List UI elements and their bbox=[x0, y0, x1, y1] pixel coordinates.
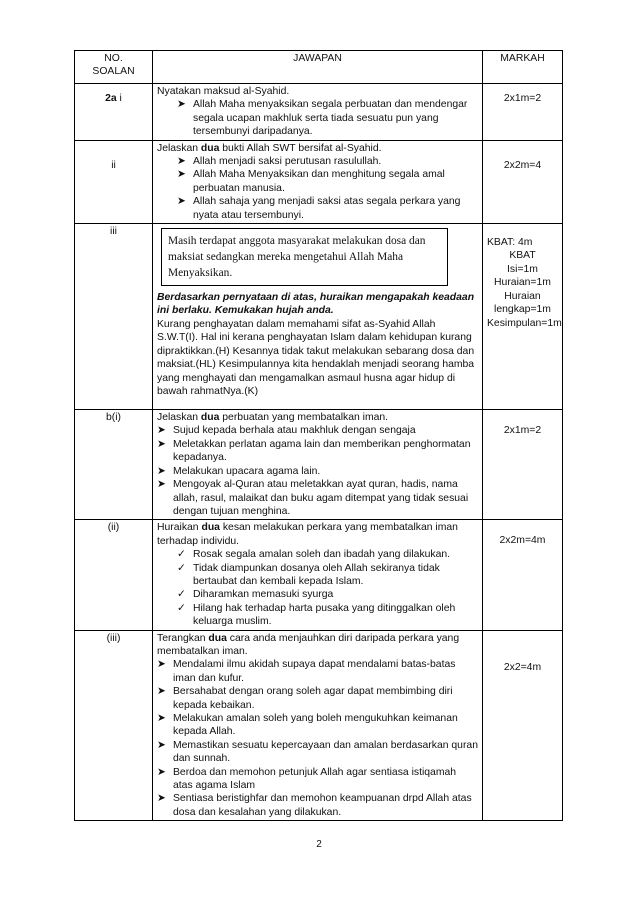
list-item bbox=[177, 98, 478, 138]
question-lead bbox=[157, 521, 478, 548]
checkmark-icon: ✓ bbox=[177, 562, 186, 574]
bullet-list bbox=[157, 98, 478, 138]
header-marks: MARKAH bbox=[483, 51, 563, 84]
question-lead bbox=[157, 632, 478, 659]
marks-cell: 2x1m=2 bbox=[483, 410, 563, 520]
list-item bbox=[177, 562, 478, 589]
list-item-text: Allah menjadi saksi perutusan rasulullah. bbox=[193, 156, 382, 168]
answer-cell bbox=[153, 224, 483, 410]
table-row bbox=[75, 630, 563, 821]
arrow-bullet-icon: ➤ bbox=[157, 438, 166, 450]
list-item-text: Allah sahaja yang menjadi saksi atas segala perkara yang nyata atau tersembunyi. bbox=[193, 196, 461, 221]
marks-line: lengkap=1m bbox=[494, 304, 551, 316]
list-item-text: Diharamkan memasuki syurga bbox=[193, 589, 334, 601]
list-item bbox=[157, 424, 478, 437]
bullet-list bbox=[157, 548, 478, 628]
bullet-list bbox=[157, 424, 478, 518]
list-item-text: Melakukan amalan soleh yang boleh mengukuhkan keimanan kepada Allah. bbox=[173, 713, 458, 738]
list-item-text: Tidak diampunkan dosanya oleh Allah sekiranya tidak bertaubat dan kembali kepada Islam. bbox=[193, 562, 440, 587]
list-item bbox=[157, 792, 478, 819]
table-row bbox=[75, 410, 563, 520]
marks-line: Huraian bbox=[504, 290, 541, 302]
marks-cell: 2x2m=4 bbox=[483, 140, 563, 223]
list-item-text: Sentiasa beristighfar dan memohon keampuanan drpd Allah atas dosa dan kesalahan yang dilakukan. bbox=[173, 793, 472, 818]
header-question-no bbox=[75, 51, 153, 84]
marks-cell: 2x2m=4m bbox=[483, 520, 563, 630]
question-number: b(i) bbox=[75, 410, 153, 520]
question-number: (iii) bbox=[75, 630, 153, 821]
stimulus-box: Masih terdapat anggota masyarakat melakukan dosa dan maksiat sedangkan mereka mengetahui Allah Maha Menyaksikan. bbox=[161, 228, 448, 286]
arrow-bullet-icon: ➤ bbox=[177, 196, 186, 208]
answer-cell bbox=[153, 140, 483, 223]
marks-line: KBAT bbox=[509, 250, 536, 262]
marks-line: KBAT: 4m bbox=[487, 237, 533, 249]
list-item-text: Berdoa dan memohon petunjuk Allah agar sentiasa istiqamah atas agama Islam bbox=[173, 766, 457, 792]
header-no-l2: SOALAN bbox=[92, 66, 135, 78]
question-prompt: Berdasarkan pernyataan di atas, huraikan mengapakah keadaan ini berlaku. Kemukakan hujah anda. bbox=[157, 292, 475, 317]
marks-cell: 2x1m=2 bbox=[483, 84, 563, 141]
header-no-l1: NO. bbox=[104, 53, 123, 64]
marks-line: Huraian=1m bbox=[494, 277, 551, 289]
question-lead bbox=[157, 142, 478, 155]
list-item bbox=[177, 168, 478, 195]
list-item bbox=[157, 685, 478, 712]
arrow-bullet-icon: ➤ bbox=[177, 156, 186, 168]
lead-text: perbuatan yang membatalkan iman. bbox=[219, 412, 389, 424]
lead-text: Jelaskan bbox=[157, 412, 201, 424]
question-number-suffix: i bbox=[116, 93, 122, 104]
page-number: 2 bbox=[316, 839, 322, 850]
checkmark-icon: ✓ bbox=[177, 549, 186, 561]
list-item bbox=[157, 478, 478, 518]
list-item bbox=[157, 766, 478, 793]
table-row bbox=[75, 140, 563, 223]
lead-text: bukti Allah SWT bersifat al-Syahid. bbox=[219, 142, 382, 154]
arrow-bullet-icon: ➤ bbox=[157, 479, 166, 491]
arrow-bullet-icon: ➤ bbox=[157, 766, 166, 778]
arrow-bullet-icon: ➤ bbox=[177, 169, 186, 181]
model-answer: Kurang penghayatan dalam memahami sifat as-Syahid Allah S.W.T(I). Hal ini kerana penghayatan Islam dalam kehidupan kurang dipraktikkan.(H) Kesannya tidak takut melakukan sebarang dosa dan maksiat.(HL) Kesimpulannya kita hendaklah menjadi seorang hamba yang menghayati dan mengamalkan asmaul husna agar hidup di bawah rahmatNya.(K) bbox=[157, 318, 475, 397]
answer-cell bbox=[153, 410, 483, 520]
arrow-bullet-icon: ➤ bbox=[157, 739, 166, 751]
list-item bbox=[157, 658, 478, 685]
list-item bbox=[157, 712, 478, 739]
lead-bold: dua bbox=[201, 522, 220, 534]
list-item-text: Sujud kepada berhala atau makhluk dengan sengaja bbox=[173, 425, 416, 437]
list-item-text: Memastikan sesuatu kepercayaan dan amalan berdasarkan quran dan sunnah. bbox=[173, 739, 478, 765]
answer-cell bbox=[153, 630, 483, 821]
bullet-list bbox=[157, 155, 478, 222]
list-item bbox=[177, 195, 478, 222]
list-item bbox=[177, 155, 478, 168]
list-item bbox=[177, 602, 478, 629]
answer-scheme-table bbox=[74, 50, 563, 821]
table-row bbox=[75, 224, 563, 410]
checkmark-icon: ✓ bbox=[177, 589, 186, 601]
arrow-bullet-icon: ➤ bbox=[177, 99, 186, 111]
arrow-bullet-icon: ➤ bbox=[157, 659, 166, 671]
arrow-bullet-icon: ➤ bbox=[157, 793, 166, 805]
list-item bbox=[157, 739, 478, 766]
list-item-text: Bersahabat dengan orang soleh agar dapat membimbing diri kepada kebaikan. bbox=[173, 686, 453, 711]
lead-bold: dua bbox=[200, 412, 220, 424]
list-item-text: Allah Maha Menyaksikan dan menghitung segala amal perbuatan manusia. bbox=[193, 169, 445, 194]
question-lead bbox=[157, 411, 478, 424]
list-item bbox=[157, 438, 478, 465]
lead-bold: dua bbox=[208, 632, 227, 644]
list-item-text: Hilang hak terhadap harta pusaka yang ditinggalkan oleh keluarga muslim. bbox=[193, 602, 456, 628]
answer-cell bbox=[153, 520, 483, 630]
arrow-bullet-icon: ➤ bbox=[157, 713, 166, 724]
arrow-bullet-icon: ➤ bbox=[157, 686, 166, 698]
lead-text: Terangkan bbox=[157, 632, 209, 644]
table-header-row bbox=[75, 51, 563, 84]
list-item-text: Mengoyak al-Quran atau meletakkan ayat quran, hadis, nama allah, rasul, malaikat dan buku agam ditempat yang tidak sesuai dengan tujuan menghina. bbox=[173, 479, 469, 517]
lead-bold: dua bbox=[200, 142, 220, 154]
marks-line: Isi=1m bbox=[507, 263, 538, 275]
arrow-bullet-icon: ➤ bbox=[157, 465, 166, 477]
marks-cell bbox=[483, 224, 563, 410]
lead-text: Jelaskan bbox=[157, 142, 201, 154]
arrow-bullet-icon: ➤ bbox=[157, 425, 166, 437]
list-item-text: Melakukan upacara agama lain. bbox=[173, 465, 321, 477]
list-item-text: Allah Maha menyaksikan segala perbuatan dan mendengar segala ucapan makhluk serta tiada sesuatu pun yang tersembunyi daripadanya. bbox=[193, 99, 468, 138]
question-number-bold: 2a bbox=[105, 93, 117, 104]
answer-cell bbox=[153, 84, 483, 141]
question-number: (ii) bbox=[75, 520, 153, 630]
question-number: ii bbox=[75, 140, 153, 223]
table-row bbox=[75, 84, 563, 141]
lead-text: kesan melakukan perkara yang membatalkan iman terhadap individu. bbox=[157, 522, 458, 547]
lead-text: cara anda menjauhkan diri daripada perkara yang membatalkan iman. bbox=[157, 632, 460, 657]
list-item bbox=[177, 548, 478, 561]
list-item-text: Meletakkan perlatan agama lain dan memberikan penghormatan kepadanya. bbox=[173, 438, 471, 464]
list-item bbox=[157, 465, 478, 478]
question-number bbox=[75, 84, 153, 141]
table-row bbox=[75, 520, 563, 630]
marks-line: Kesimpulan=1m bbox=[487, 317, 562, 329]
marks-cell: 2x2=4m bbox=[483, 630, 563, 821]
header-answer: JAWAPAN bbox=[153, 51, 483, 84]
question-number: iii bbox=[75, 224, 153, 410]
lead-text: Huraikan bbox=[157, 522, 202, 534]
list-item-text: Mendalami ilmu akidah supaya dapat mendalami batas-batas iman dan kufur. bbox=[173, 659, 456, 684]
bullet-list bbox=[157, 658, 478, 819]
list-item-text: Rosak segala amalan soleh dan ibadah yang dilakukan. bbox=[193, 549, 451, 561]
question-lead: Nyatakan maksud al-Syahid. bbox=[157, 86, 290, 97]
list-item bbox=[177, 588, 478, 601]
checkmark-icon: ✓ bbox=[177, 602, 186, 614]
